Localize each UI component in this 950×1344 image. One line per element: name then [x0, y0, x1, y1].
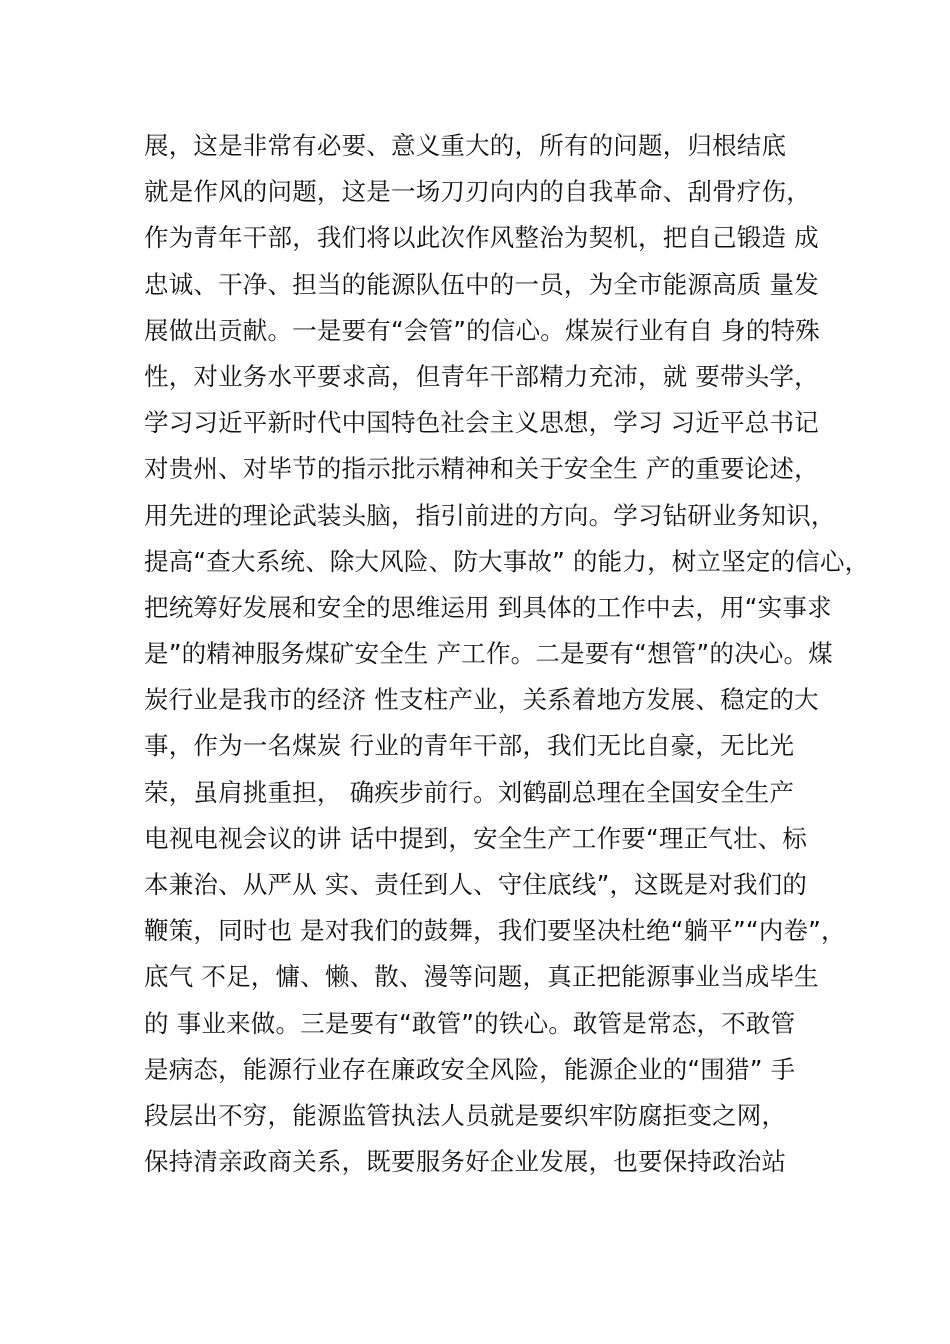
text-line: 鞭策，同时也 是对我们的鼓舞，我们要坚决杜绝“躺平”“内卷”，: [144, 916, 846, 946]
text-line: 性，对业务水平要求高，但青年干部精力充沛，就 要带头学，: [144, 361, 819, 391]
text-line: 电视电视会议的讲 话中提到，安全生产工作要“理正气壮、标: [144, 823, 808, 853]
text-line: 是”的精神服务煤矿安全生 产工作。二是要有“想管”的决心。煤: [144, 639, 833, 669]
text-line: 用先进的理论武装头脑，指引前进的方向。学习钻研业务知识，: [144, 500, 836, 530]
text-line: 荣，虽肩挑重担， 确疾步前行。刘鹤副总理在全国安全生产: [144, 777, 795, 807]
text-line: 展做出贡献。一是要有“会管”的信心。煤炭行业有自 身的特殊: [144, 315, 820, 345]
text-line: 提高“查大系统、除大风险、防大事故” 的能力，树立坚定的信心，: [144, 546, 870, 576]
text-line: 底气 不足，慵、懒、散、漫等问题，真正把能源事业当成毕生: [144, 962, 819, 992]
text-line: 炭行业是我市的经济 性支柱产业，关系着地方发展、稳定的大: [144, 685, 819, 715]
text-line: 把统筹好发展和安全的思维运用 到具体的工作中去，用“实事求: [144, 592, 832, 622]
text-line: 就是作风的问题，这是一场刀刃向内的自我革命、刮骨疗伤，: [144, 177, 811, 207]
body-text: [144, 123, 870, 1185]
text-line: 事，作为一名煤炭 行业的青年干部，我们无比自豪，无比光: [144, 731, 795, 761]
text-line: 本兼治、从严从 实、责任到人、守住底线”，这既是对我们的: [144, 870, 808, 899]
text-line: 忠诚、干净、担当的能源队伍中的一员，为全市能源高质 量发: [144, 269, 819, 299]
text-line: 是病态，能源行业存在廉政安全风险，能源企业的“围猎” 手: [144, 1054, 796, 1084]
text-line: 的 事业来做。三是要有“敢管”的铁心。敢管是常态，不敢管: [144, 1008, 796, 1038]
text-line: 展，这是非常有必要、意义重大的，所有的问题，归根结底: [144, 131, 787, 160]
text-line: 学习习近平新时代中国特色社会主义思想，学习 习近平总书记: [144, 408, 819, 438]
text-line: 作为青年干部，我们将以此次作风整治为契机，把自己锻造 成: [144, 223, 819, 253]
text-line: 段层出不穷，能源监管执法人员就是要织牢防腐拒变之网，: [144, 1100, 787, 1130]
text-line: 对贵州、对毕节的指示批示精神和关于安全生 产的重要论述，: [144, 454, 819, 484]
text-line: 保持清亲政商关系，既要服务好企业发展，也要保持政治站: [144, 1147, 787, 1177]
